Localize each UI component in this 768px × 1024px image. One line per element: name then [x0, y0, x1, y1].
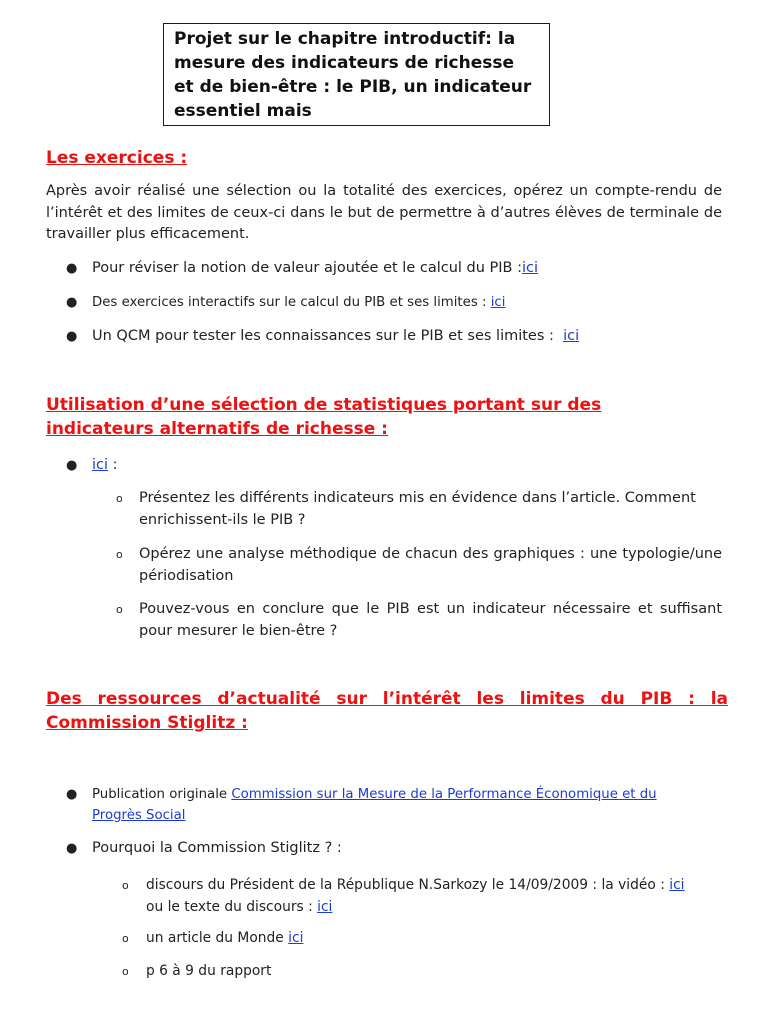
circle-bullet-icon: o: [122, 932, 129, 945]
bullet-icon: ●: [66, 841, 78, 856]
ici-link-valeur-ajoutee[interactable]: ici: [522, 260, 539, 276]
sub-item-text: ou le texte du discours :: [146, 899, 318, 915]
heading-line: Des ressources d’actualité sur l’intérêt les limites du PIB : la: [46, 689, 728, 709]
item-text: Pourquoi la Commission Stiglitz ? :: [92, 840, 342, 856]
sub-list-item: [116, 543, 722, 587]
item-text: Pour réviser la notion de valeur ajoutée et le calcul du PIB :: [92, 260, 522, 276]
bullet-icon: ●: [66, 261, 78, 276]
sub-item-text: un article du Monde: [146, 930, 289, 946]
list-item: [66, 258, 722, 279]
ici-link-exercices-interactifs[interactable]: ici: [490, 295, 506, 310]
sub-list-item: [116, 487, 722, 531]
ici-link-le-monde[interactable]: ici: [288, 930, 304, 946]
heading-line: Utilisation d’une sélection de statistiques portant sur des: [46, 395, 602, 415]
list-item: [66, 292, 722, 313]
sub-list-item: [122, 927, 722, 949]
circle-bullet-icon: o: [122, 879, 129, 892]
item-text: Publication originale: [92, 787, 232, 802]
sub-list-item: [122, 874, 722, 918]
item-text: Des exercices interactifs sur le calcul du PIB et ses limites :: [92, 295, 491, 310]
heading-line: indicateurs alternatifs de richesse :: [46, 419, 388, 439]
sub-item-text: Présentez les différents indicateurs mis en évidence dans l’article. Comment enrichissent-ils le PIB ?: [139, 490, 696, 528]
sub-list-item: [116, 598, 722, 642]
circle-bullet-icon: o: [116, 492, 123, 505]
ici-link-statistiques[interactable]: ici: [92, 457, 109, 473]
section-heading-ressources: [46, 687, 728, 711]
list-item: [66, 326, 722, 347]
bullet-icon: ●: [66, 329, 78, 344]
list-item: [66, 455, 722, 476]
page-title: Projet sur le chapitre introductif: la mesure des indicateurs de richesse et de bien-être : le PIB, un indicateur essentiel mais: [163, 23, 550, 126]
sub-item-text: Pouvez-vous en conclure que le PIB est un indicateur nécessaire et suffisant pour mesurer le bien-être ?: [139, 601, 722, 639]
sub-item-text: discours du Président de la République N.Sarkozy le 14/09/2009 : la vidéo :: [146, 877, 670, 893]
ici-link-qcm[interactable]: ici: [563, 328, 580, 344]
item-text: Un QCM pour tester les connaissances sur le PIB et ses limites :: [92, 328, 564, 344]
commission-link[interactable]: Commission sur la Mesure de la Performance Économique et du Progrès Social: [92, 787, 657, 823]
section-heading-ressources-cont: Commission Stiglitz :: [46, 713, 248, 733]
bullet-icon: ●: [66, 787, 78, 802]
list-item: [66, 838, 722, 859]
exercices-intro: Après avoir réalisé une sélection ou la totalité des exercices, opérez un compte-rendu de l’intérêt et des limites de ceux-ci dans le but de permettre à d’autres élèves de terminale de travailler plus efficacement.: [46, 183, 722, 242]
section-heading-exercices: Les exercices :: [46, 148, 188, 168]
ici-link-texte-discours[interactable]: ici: [317, 899, 333, 915]
circle-bullet-icon: o: [116, 548, 123, 561]
sub-item-text: p 6 à 9 du rapport: [146, 963, 272, 979]
circle-bullet-icon: o: [122, 965, 129, 978]
sub-list-item: [122, 960, 722, 982]
bullet-icon: ●: [66, 295, 78, 310]
circle-bullet-icon: o: [116, 603, 123, 616]
list-item: [66, 784, 722, 826]
item-suffix: :: [108, 457, 118, 473]
section-heading-statistiques: [46, 393, 601, 441]
sub-item-text: Opérez une analyse méthodique de chacun des graphiques : une typologie/une périodisation: [139, 546, 722, 584]
ici-link-video[interactable]: ici: [669, 877, 685, 893]
bullet-icon: ●: [66, 458, 78, 473]
